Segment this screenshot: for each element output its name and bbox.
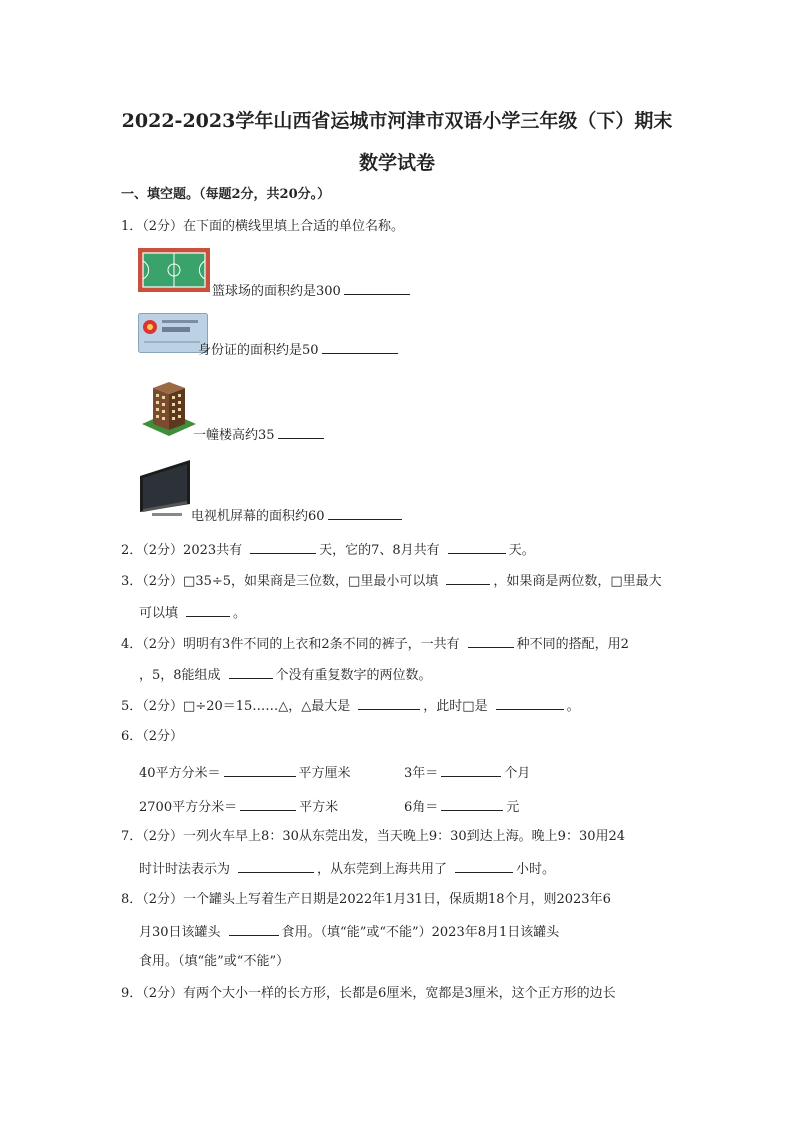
blank[interactable] (448, 541, 506, 554)
q1-item-court: 篮球场的面积约是300 (212, 282, 413, 300)
blank[interactable] (468, 635, 514, 648)
blank[interactable] (229, 666, 273, 679)
question-6-stem: 6．（2分） (121, 729, 184, 744)
q1-item-building: 一幢楼高约35 (193, 426, 327, 444)
question-9: 9．（2分）有两个大小一样的长方形，长都是6厘米，宽都是3厘米，这个正方形的边长 (121, 986, 616, 1001)
blank[interactable] (224, 764, 296, 777)
question-3-cont: 可以填 。 (139, 606, 247, 621)
blank[interactable] (250, 541, 316, 554)
blank[interactable] (496, 697, 564, 710)
blank[interactable] (278, 426, 324, 439)
blank[interactable] (441, 764, 501, 777)
blank[interactable] (186, 604, 230, 617)
question-7: 7．（2分）一列火车早上8：30从东莞出发，当天晚上9：30到达上海。晚上9：30用24 (121, 829, 626, 844)
question-5: 5．（2分）□÷20＝15……△，△最大是 ，此时□是 。 (121, 699, 580, 714)
question-8-cont: 月30日该罐头 食用。（填“能”或“不能”）2023年8月1日该罐头 (139, 925, 560, 940)
exam-title-line1: 2022-2023学年山西省运城市河津市双语小学三年级（下）期末 (121, 110, 673, 132)
question-7-cont: 时计时法表示为 ，从东莞到上海共用了 小时。 (139, 862, 556, 877)
q6-row1-right: 3年＝ 个月 (404, 766, 531, 781)
question-4: 4．（2分）明明有3件不同的上衣和2条不同的裤子，一共有 种不同的搭配，用2 (121, 637, 629, 652)
question-3: 3．（2分）□35÷5，如果商是三位数，□里最小可以填 ，如果商是两位数，□里最大 (121, 574, 662, 589)
question-1-stem: 1．（2分）在下面的横线里填上合适的单位名称。 (121, 219, 405, 234)
q6-row2-left: 2700平方分米＝ 平方米 (139, 800, 339, 815)
exam-title-line2: 数学试卷 (358, 152, 435, 174)
question-4-cont: ，5，8能组成 个没有重复数字的两位数。 (139, 668, 432, 683)
section-heading: 一、填空题。（每题2分，共20分。） (121, 187, 331, 202)
blank[interactable] (322, 341, 398, 354)
blank[interactable] (328, 507, 402, 520)
blank[interactable] (455, 860, 513, 873)
q1-item-idcard: 身份证的面积约是50 (198, 341, 401, 359)
q6-row2-right: 6角＝ 元 (404, 800, 520, 815)
blank[interactable] (441, 798, 503, 811)
basketball-court-icon (138, 248, 210, 296)
tv-icon (138, 458, 192, 524)
q1-item-tv: 电视机屏幕的面积约60 (191, 507, 405, 525)
blank[interactable] (238, 860, 314, 873)
blank[interactable] (358, 697, 420, 710)
building-icon (138, 376, 200, 442)
blank[interactable] (240, 798, 296, 811)
q6-row1-left: 40平方分米＝ 平方厘米 (139, 766, 351, 781)
blank[interactable] (446, 572, 490, 585)
question-8: 8．（2分）一个罐头上写着生产日期是2022年1月31日，保质期18个月，则2023年6 (121, 892, 611, 907)
question-8-cont2: 食用。（填“能”或“不能”） (139, 954, 290, 969)
question-2: 2．（2分）2023共有 天，它的7、8月共有 天。 (121, 543, 535, 558)
blank[interactable] (229, 923, 279, 936)
blank[interactable] (344, 282, 410, 295)
